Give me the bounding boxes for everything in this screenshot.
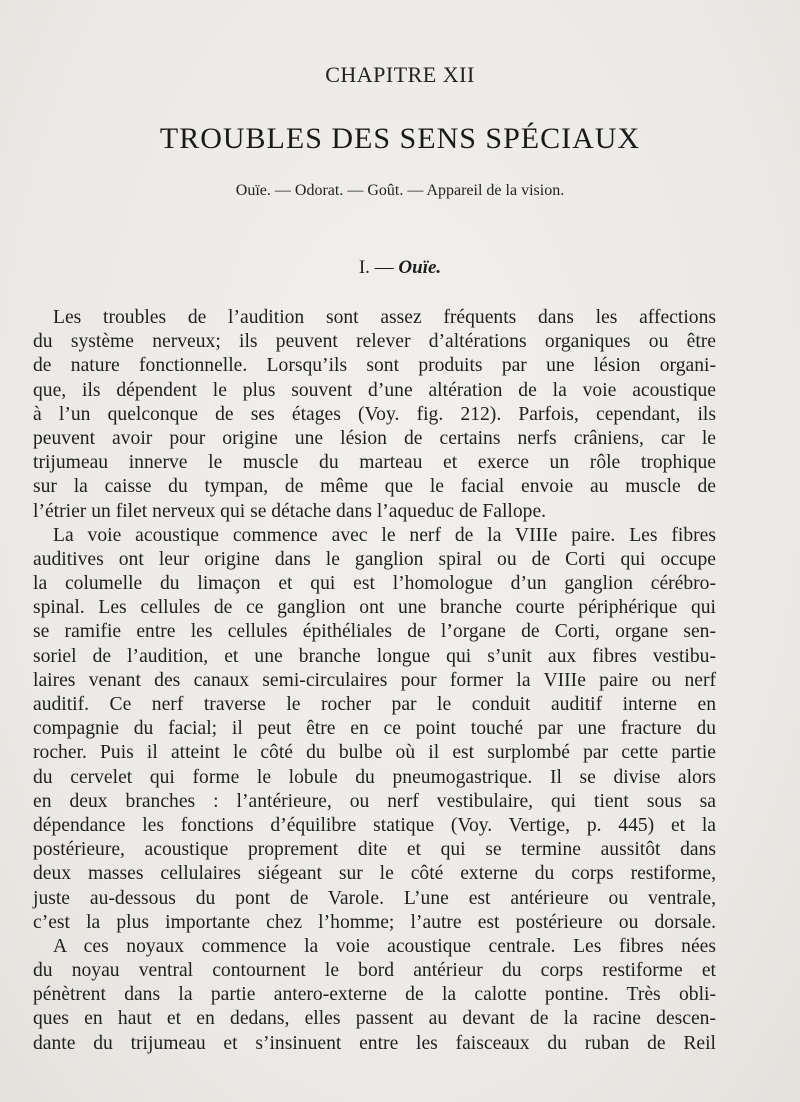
- chapter-title: TROUBLES DES SENS SPÉCIAUX: [159, 122, 641, 155]
- text-line: la columelle du limaçon et qui est l’homologue d’un ganglion cérébro-: [33, 573, 716, 595]
- text-line: spinal. Les cellules de ce ganglion ont une branche courte périphérique qui: [33, 597, 716, 619]
- text-line: de nature fonctionnelle. Lorsqu’ils sont produits par une lésion organi-: [33, 355, 716, 377]
- text-line: du noyau ventral contournent le bord antérieur du corps restiforme et: [33, 960, 716, 982]
- text-line: se ramifie entre les cellules épithéliales de l’organe de Corti, organe sen-: [33, 621, 716, 643]
- text-line: sur la caisse du tympan, de même que le facial envoie au muscle de: [33, 476, 716, 498]
- text-line: que, ils dépendent le plus souvent d’une altération de la voie acoustique: [33, 379, 716, 401]
- text-line: dépendance les fonctions d’équilibre statique (Voy. Vertige, p. 445) et la: [33, 814, 716, 836]
- text-line: laires venant des canaux semi-circulaires pour former la VIIIe paire ou nerf: [33, 669, 716, 691]
- text-line: c’est la plus importante chez l’homme; l’autre est postérieure ou dorsale.: [33, 911, 716, 933]
- text-line: auditives ont leur origine dans le ganglion spiral ou de Corti qui occupe: [33, 548, 716, 570]
- chapter-subtitle: Ouïe. — Odorat. — Goût. — Appareil de la vision.: [235, 182, 565, 199]
- text-line: postérieure, acoustique proprement dite et qui se termine aussitôt dans: [33, 839, 716, 861]
- text-line: auditif. Ce nerf traverse le rocher par le conduit auditif interne en: [33, 694, 716, 715]
- body-text: [33, 306, 716, 1056]
- text-line: en deux branches : l’antérieure, ou nerf vestibulaire, qui tient sous sa: [33, 790, 716, 812]
- text-line: A ces noyaux commence la voie acoustique centrale. Les fibres nées: [53, 935, 716, 957]
- text-line: dante du trijumeau et s’insinuent entre les faisceaux du ruban de Reil: [33, 1032, 716, 1054]
- text-line: soriel de l’audition, et une branche longue qui s’unit aux fibres vestibu-: [33, 645, 716, 667]
- text-line: La voie acoustique commence avec le nerf de la VIIIe paire. Les fibres: [53, 524, 716, 546]
- text-line: peuvent avoir pour origine une lésion de certains nerfs crâniens, car le: [33, 427, 716, 449]
- text-line: à l’un quelconque de ses étages (Voy. fig. 212). Parfois, cependant, ils: [33, 403, 716, 425]
- section-number: I. —: [358, 257, 394, 278]
- text-line: compagnie du facial; il peut être en ce point touché par une fracture du: [33, 718, 716, 740]
- section-heading: [0, 257, 800, 279]
- text-line: Les troubles de l’audition sont assez fréquents dans les affections: [53, 307, 716, 328]
- text-line: l’étrier un filet nerveux qui se détache dans l’aqueduc de Fallope.: [33, 500, 547, 522]
- text-line: ques en haut et en dedans, elles passent au devant de la racine descen-: [33, 1008, 716, 1030]
- chapter-heading: CHAPITRE XII: [325, 62, 475, 87]
- section-name: Ouïe.: [398, 257, 442, 278]
- text-line: pénètrent dans la partie antero-externe de la calotte pontine. Très obli-: [33, 984, 716, 1006]
- text-line: du système nerveux; ils peuvent relever d’altérations organiques ou être: [33, 331, 716, 353]
- text-line: rocher. Puis il atteint le côté du bulbe où il est surplombé par cette partie: [33, 742, 716, 764]
- text-line: deux masses cellulaires siégeant sur le côté externe du corps restiforme,: [33, 863, 716, 885]
- text-line: trijumeau innerve le muscle du marteau et exerce un rôle trophique: [33, 452, 716, 474]
- text-line: du cervelet qui forme le lobule du pneumogastrique. Il se divise alors: [33, 766, 716, 788]
- text-line: juste au-dessous du pont de Varole. L’une est antérieure ou ventrale,: [33, 887, 716, 909]
